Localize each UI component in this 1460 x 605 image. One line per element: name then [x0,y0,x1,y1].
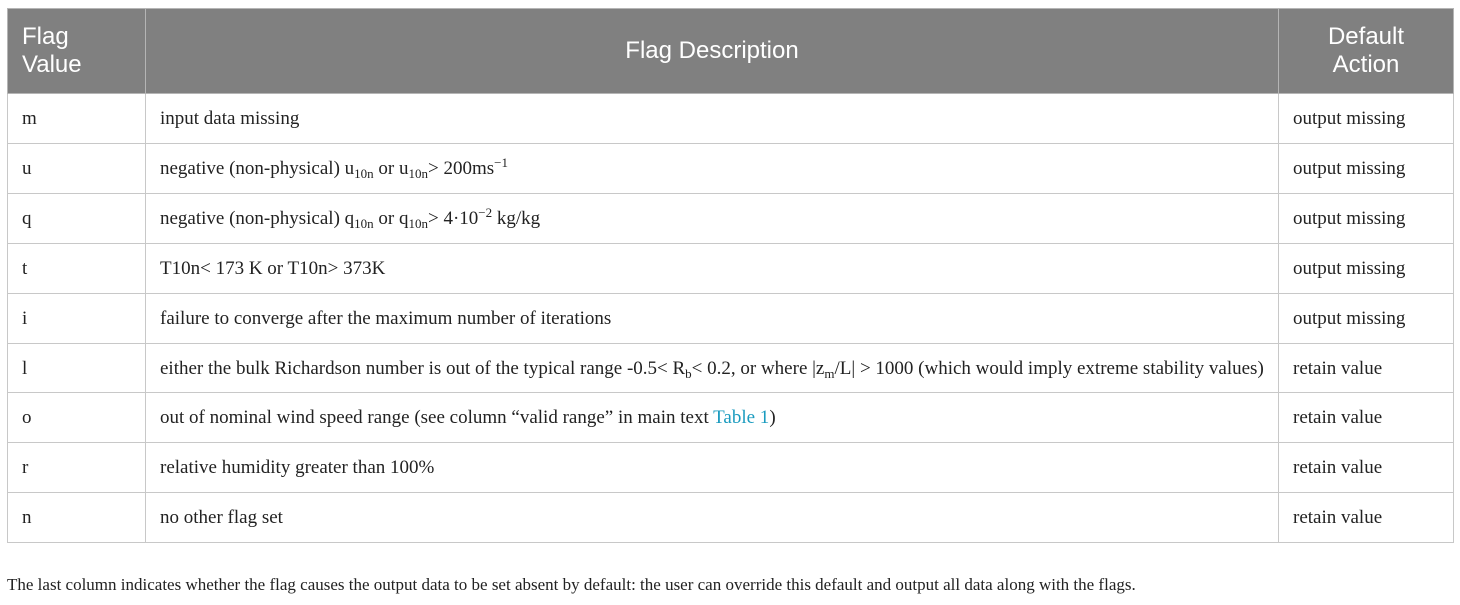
action-cell: output missing [1279,144,1454,194]
flag-cell: u [8,144,146,194]
action-cell: output missing [1279,294,1454,344]
description-cell: T10n< 173 K or T10n> 373K [146,244,1279,294]
header-flag-value-line1: Flag [22,23,69,50]
flag-cell: m [8,94,146,144]
table-header [8,9,1454,94]
action-cell: retain value [1279,443,1454,493]
description-cell [146,393,1279,443]
table-row [8,244,1454,294]
flag-cell: r [8,443,146,493]
description-cell: input data missing [146,94,1279,144]
desc-text: ) [769,407,776,428]
table-row [8,94,1454,144]
table-row [8,443,1454,493]
flag-cell: i [8,294,146,344]
desc-text: > 200ms [427,158,495,179]
desc-text: or q [373,208,409,229]
table-row [8,194,1454,244]
flag-table-container [7,8,1453,543]
desc-subscript: 10n [354,166,374,181]
desc-subscript: b [685,366,692,381]
flag-cell: l [8,344,146,393]
description-cell: failure to converge after the maximum number of iterations [146,294,1279,344]
action-cell: retain value [1279,393,1454,443]
description-cell: no other flag set [146,493,1279,543]
header-default-action [1279,9,1454,94]
table-row [8,144,1454,194]
action-cell: retain value [1279,493,1454,543]
desc-subscript: 10n [354,216,374,231]
header-default-action-line2: Action [1332,51,1400,78]
action-cell: output missing [1279,194,1454,244]
desc-superscript: −1 [494,155,508,170]
desc-superscript: −2 [478,205,493,220]
desc-text: > 4·10 [427,208,479,229]
header-flag-value [8,9,146,94]
header-flag-description: Flag Description [146,9,1279,94]
flag-cell: n [8,493,146,543]
table-row [8,493,1454,543]
desc-text: < 0.2, or where |z [691,358,825,379]
desc-text: out of nominal wind speed range (see column “valid range” in main text [160,407,714,428]
header-default-action-line1: Default [1327,23,1405,50]
desc-text: negative (non-physical) u [160,158,355,179]
flag-cell: t [8,244,146,294]
desc-text: /L| > 1000 (which would imply extreme stability values) [834,358,1264,379]
desc-subscript: 10n [408,166,428,181]
description-cell [146,144,1279,194]
header-row [8,9,1454,94]
action-cell: retain value [1279,344,1454,393]
table-row [8,344,1454,393]
flag-cell: q [8,194,146,244]
description-cell: relative humidity greater than 100% [146,443,1279,493]
desc-text: kg/kg [492,208,541,229]
header-flag-value-line2: Value [22,51,82,78]
desc-subscript: m [824,366,835,381]
flag-table [7,8,1454,543]
desc-subscript: 10n [408,216,428,231]
table-footnote: The last column indicates whether the flag causes the output data to be set absent by default: the user can override this default and output all data along with the flags. [7,575,1136,594]
desc-text: negative (non-physical) q [160,208,355,229]
table-1-link[interactable]: Table 1 [713,407,770,428]
desc-text: either the bulk Richardson number is out of the typical range -0.5< R [160,358,686,379]
action-cell: output missing [1279,244,1454,294]
flag-cell: o [8,393,146,443]
table-row [8,393,1454,443]
description-cell [146,344,1279,393]
table-row [8,294,1454,344]
desc-text: or u [373,158,409,179]
description-cell [146,194,1279,244]
table-body [8,94,1454,543]
action-cell: output missing [1279,94,1454,144]
